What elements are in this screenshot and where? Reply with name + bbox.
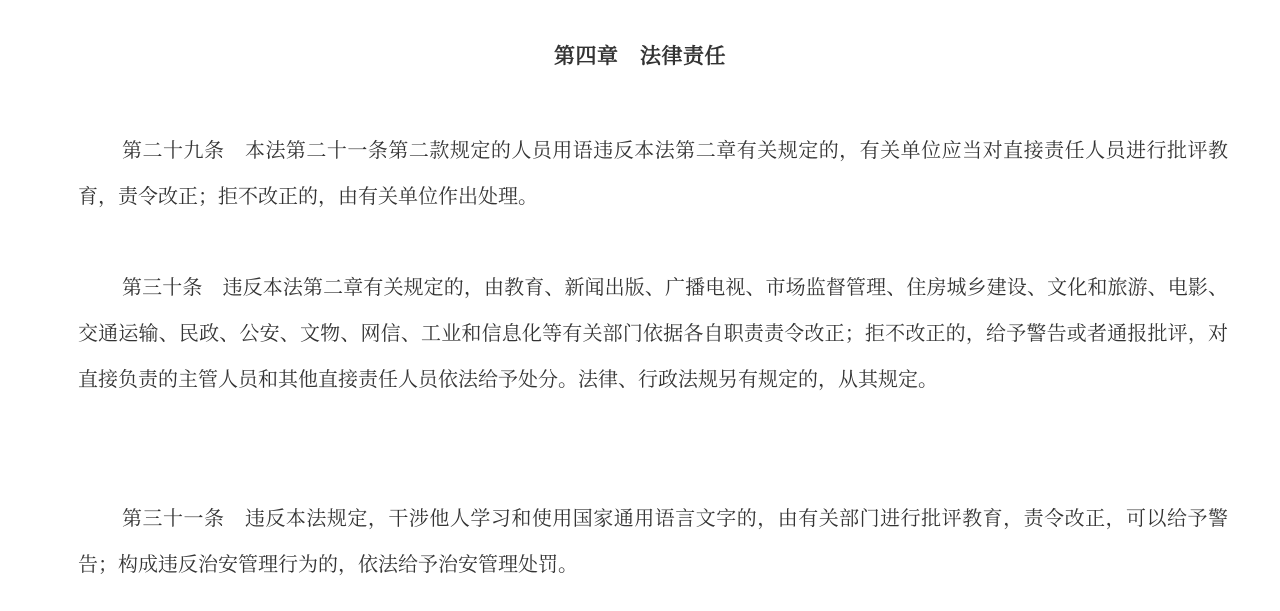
article-number: 第二十九条 xyxy=(122,138,245,162)
article-text: 违反本法规定，干涉他人学习和使用国家通用语言文字的，由有关部门进行批评教育，责令改正，可以给予警告；构成违反治安管理行为的，依法给予治安管理处罚。 xyxy=(78,506,1229,576)
article-text: 本法第二十一条第二款规定的人员用语违反本法第二章有关规定的，有关单位应当对直接责任人员进行批评教育，责令改正；拒不改正的，由有关单位作出处理。 xyxy=(78,138,1229,208)
article-number: 第三十条 xyxy=(122,275,223,299)
article-29 xyxy=(78,127,1228,219)
article-30 xyxy=(78,264,1228,402)
article-31 xyxy=(78,495,1228,587)
chapter-title: 第四章 法律责任 xyxy=(554,44,726,68)
article-text: 违反本法第二章有关规定的，由教育、新闻出版、广播电视、市场监督管理、住房城乡建设、文化和旅游、电影、交通运输、民政、公安、文物、网信、工业和信息化等有关部门依据各自职责责令改正；拒不改正的，给予警告或者通报批评，对直接负责的主管人员和其他直接责任人员依法给予处分。法律、行政法规另有规定的，从其规定。 xyxy=(78,275,1229,391)
article-number: 第三十一条 xyxy=(122,506,245,530)
